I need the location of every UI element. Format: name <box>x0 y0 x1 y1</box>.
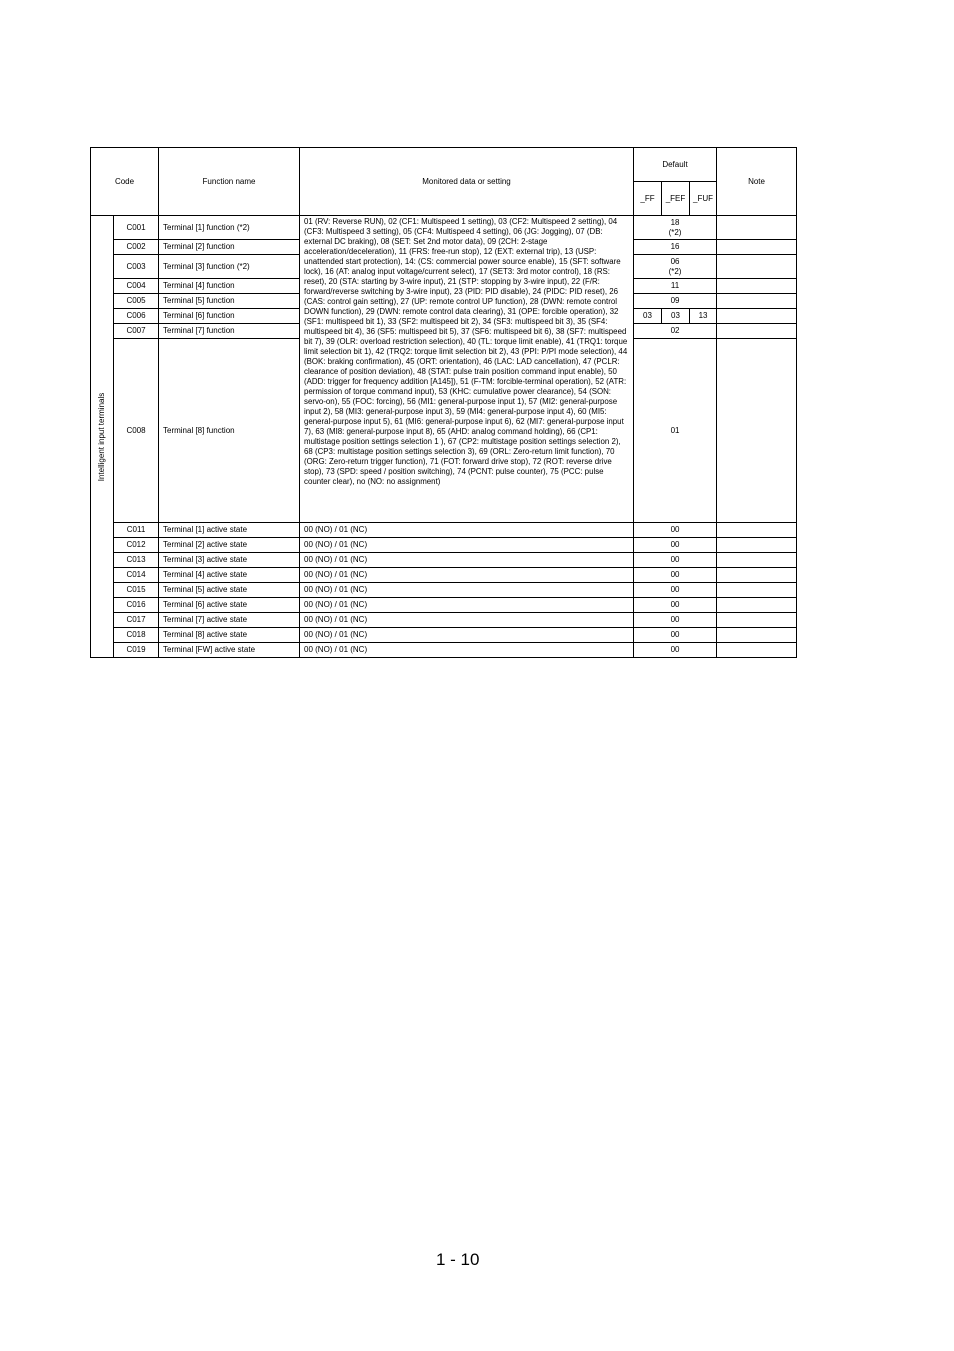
note-cell <box>717 553 797 568</box>
function-name-cell: Terminal [1] function (*2) <box>159 216 300 240</box>
note-cell <box>717 628 797 643</box>
setting-cell: 00 (NO) / 01 (NC) <box>300 643 634 658</box>
table-row <box>91 598 797 613</box>
note-cell <box>717 279 797 294</box>
default-cell: 00 <box>634 613 717 628</box>
default-cell: 00 <box>634 643 717 658</box>
default-cell: 02 <box>634 324 717 339</box>
table-row <box>91 613 797 628</box>
default-cell: 00 <box>634 583 717 598</box>
default-fef-cell: 03 <box>662 309 690 324</box>
header-note: Note <box>717 148 797 216</box>
default-ff-cell: 03 <box>634 309 662 324</box>
function-name-cell: Terminal [4] active state <box>159 568 300 583</box>
function-name-cell: Terminal [5] active state <box>159 583 300 598</box>
note-cell <box>717 324 797 339</box>
note-cell <box>717 339 797 523</box>
function-name-cell: Terminal [7] function <box>159 324 300 339</box>
table-row <box>91 628 797 643</box>
default-note: (*2) <box>668 266 682 276</box>
function-name-cell: Terminal [2] active state <box>159 538 300 553</box>
table-row <box>91 538 797 553</box>
function-name-cell: Terminal [5] function <box>159 294 300 309</box>
function-name-cell: Terminal [3] active state <box>159 553 300 568</box>
default-cell: 01 <box>634 339 717 523</box>
note-cell <box>717 294 797 309</box>
code-cell: C002 <box>114 240 159 255</box>
default-cell: 09 <box>634 294 717 309</box>
header-default: Default <box>634 148 717 182</box>
note-cell <box>717 309 797 324</box>
table-row <box>91 523 797 538</box>
setting-cell: 00 (NO) / 01 (NC) <box>300 598 634 613</box>
table-row <box>91 568 797 583</box>
note-cell <box>717 613 797 628</box>
default-cell: 00 <box>634 628 717 643</box>
default-cell <box>634 255 717 279</box>
code-cell: C007 <box>114 324 159 339</box>
code-cell: C012 <box>114 538 159 553</box>
function-setting-list: 01 (RV: Reverse RUN), 02 (CF1: Multispeed 1 setting), 03 (CF2: Multispeed 2 setting), 04 (CF3: Multispeed 3 setting), 05 (CF4: Multispeed 4 setting), 06 (JG: Jogging), 07 (DB: external DC braking), 08 (SET: Set 2nd motor data), 09 (2CH: 2-stage acceleration/deceleration), 11 (FRS: free-run stop), 12 (EXT: external trip), 13 (USP: unattended start protection), 14: (CS: commercial power source enable), 15 (SFT: software lock), 16 (AT: analog input voltage/current select), 17 (SET3: 3rd motor control), 18 (RS: reset), 20 (STA: starting by 3-wire input), 21 (STP: stopping by 3-wire input), 22 (F/R: forward/reverse switching by 3-wire input), 23 (PID: PID disable), 24 (PIDC: PID reset), 26 (CAS: control gain setting), 27 (UP: remote control UP function), 28 (DWN: remote control DOWN function), 29 (DWN: remote control data clearing), 31 (OPE: forcible operation), 32 (SF1: multispeed bit 1), 33 (SF2: multispeed bit 2), 34 (SF3: multispeed bit 3), 35 (SF4: multispeed bit 4), 36 (SF5: multispeed bit 5), 37 (SF6: multispeed bit 6), 38 (SF7: multispeed bit 7), 39 (OLR: overload restriction selection), 40 (TL: torque limit enable), 41 (TRQ1: torque limit selection bit 1), 42 (TRQ2: torque limit selection bit 2), 43 (PPI: P/PI mode selection), 44 (BOK: braking confirmation), 45 (ORT: orientation), 46 (LAC: LAD cancellation), 47 (PCLR: clearance of position deviation), 48 (STAT: pulse train position command input enable), 50 (ADD: trigger for frequency addition [A145]), 51 (F-TM: forcible-terminal operation), 52 (ATR: permission of torque command input), 53 (KHC: cumulative power clearance), 54 (SON: servo-on), 55 (FOC: forcing), 56 (MI1: general-purpose input 1), 57 (MI2: general-purpose input 2), 58 (MI3: general-purpose input 3), 59 (MI4: general-purpose input 4), 60 (MI5: general-purpose input 5), 61 (MI6: general-purpose input 6), 62 (MI7: general-purpose input 7), 63 (MI8: general-purpose input 8), 65 (AHD: analog command holding), 66 (CP1: multistage position settings selection 1 ), 67 (CP2: multistage position settings selection 2), 68 (CP3: multistage position settings selection 3), 69 (ORL: Zero-return limit function), 70 (ORG: Zero-return trigger function), 71 (FOT: forward drive stop), 72 (ROT: reverse drive stop), 73 (SPD: speed / position switching), 74 (PCNT: pulse counter), 75 (PCC: pulse counter clear), no (NO: no assignment) <box>300 216 634 523</box>
note-cell <box>717 568 797 583</box>
note-cell <box>717 255 797 279</box>
header-fef: _FEF <box>662 182 690 216</box>
setting-cell: 00 (NO) / 01 (NC) <box>300 628 634 643</box>
group-label: Intelligent input terminals <box>97 392 106 481</box>
function-name-cell: Terminal [8] active state <box>159 628 300 643</box>
code-cell: C005 <box>114 294 159 309</box>
header-function-name: Function name <box>159 148 300 216</box>
code-cell: C018 <box>114 628 159 643</box>
table-row <box>91 553 797 568</box>
default-cell: 11 <box>634 279 717 294</box>
code-cell: C015 <box>114 583 159 598</box>
default-value: 06 <box>670 256 680 266</box>
default-cell: 00 <box>634 553 717 568</box>
table-header-row <box>91 148 797 182</box>
default-cell: 00 <box>634 523 717 538</box>
table-row <box>91 583 797 598</box>
function-name-cell: Terminal [4] function <box>159 279 300 294</box>
function-name-cell: Terminal [7] active state <box>159 613 300 628</box>
setting-cell: 00 (NO) / 01 (NC) <box>300 568 634 583</box>
function-name-cell: Terminal [2] function <box>159 240 300 255</box>
default-cell <box>634 216 717 240</box>
default-cell: 00 <box>634 538 717 553</box>
header-fuf: _FUF <box>690 182 717 216</box>
note-cell <box>717 240 797 255</box>
function-name-cell: Terminal [6] active state <box>159 598 300 613</box>
table-row <box>91 216 797 240</box>
code-cell: C008 <box>114 339 159 523</box>
default-cell: 16 <box>634 240 717 255</box>
function-name-cell: Terminal [6] function <box>159 309 300 324</box>
default-note: (*2) <box>668 227 682 237</box>
header-ff: _FF <box>634 182 662 216</box>
note-cell <box>717 583 797 598</box>
header-code: Code <box>91 148 159 216</box>
setting-cell: 00 (NO) / 01 (NC) <box>300 553 634 568</box>
code-cell: C017 <box>114 613 159 628</box>
page-number: 1 - 10 <box>436 1250 480 1269</box>
function-name-cell: Terminal [3] function (*2) <box>159 255 300 279</box>
function-name-cell: Terminal [1] active state <box>159 523 300 538</box>
code-cell: C013 <box>114 553 159 568</box>
parameter-table <box>90 147 797 658</box>
default-cell: 00 <box>634 598 717 613</box>
code-cell: C006 <box>114 309 159 324</box>
default-cell: 00 <box>634 568 717 583</box>
setting-cell: 00 (NO) / 01 (NC) <box>300 613 634 628</box>
default-value: 18 <box>670 217 680 227</box>
setting-cell: 00 (NO) / 01 (NC) <box>300 583 634 598</box>
code-cell: C003 <box>114 255 159 279</box>
note-cell <box>717 216 797 240</box>
header-monitored: Monitored data or setting <box>300 148 634 216</box>
setting-cell: 00 (NO) / 01 (NC) <box>300 523 634 538</box>
note-cell <box>717 523 797 538</box>
function-name-cell: Terminal [FW] active state <box>159 643 300 658</box>
note-cell <box>717 643 797 658</box>
default-fuf-cell: 13 <box>690 309 717 324</box>
function-name-cell: Terminal [8] function <box>159 339 300 523</box>
code-cell: C019 <box>114 643 159 658</box>
code-cell: C001 <box>114 216 159 240</box>
table-row <box>91 643 797 658</box>
code-cell: C004 <box>114 279 159 294</box>
group-label-cell <box>91 216 114 658</box>
code-cell: C011 <box>114 523 159 538</box>
code-cell: C014 <box>114 568 159 583</box>
code-cell: C016 <box>114 598 159 613</box>
setting-cell: 00 (NO) / 01 (NC) <box>300 538 634 553</box>
note-cell <box>717 598 797 613</box>
note-cell <box>717 538 797 553</box>
